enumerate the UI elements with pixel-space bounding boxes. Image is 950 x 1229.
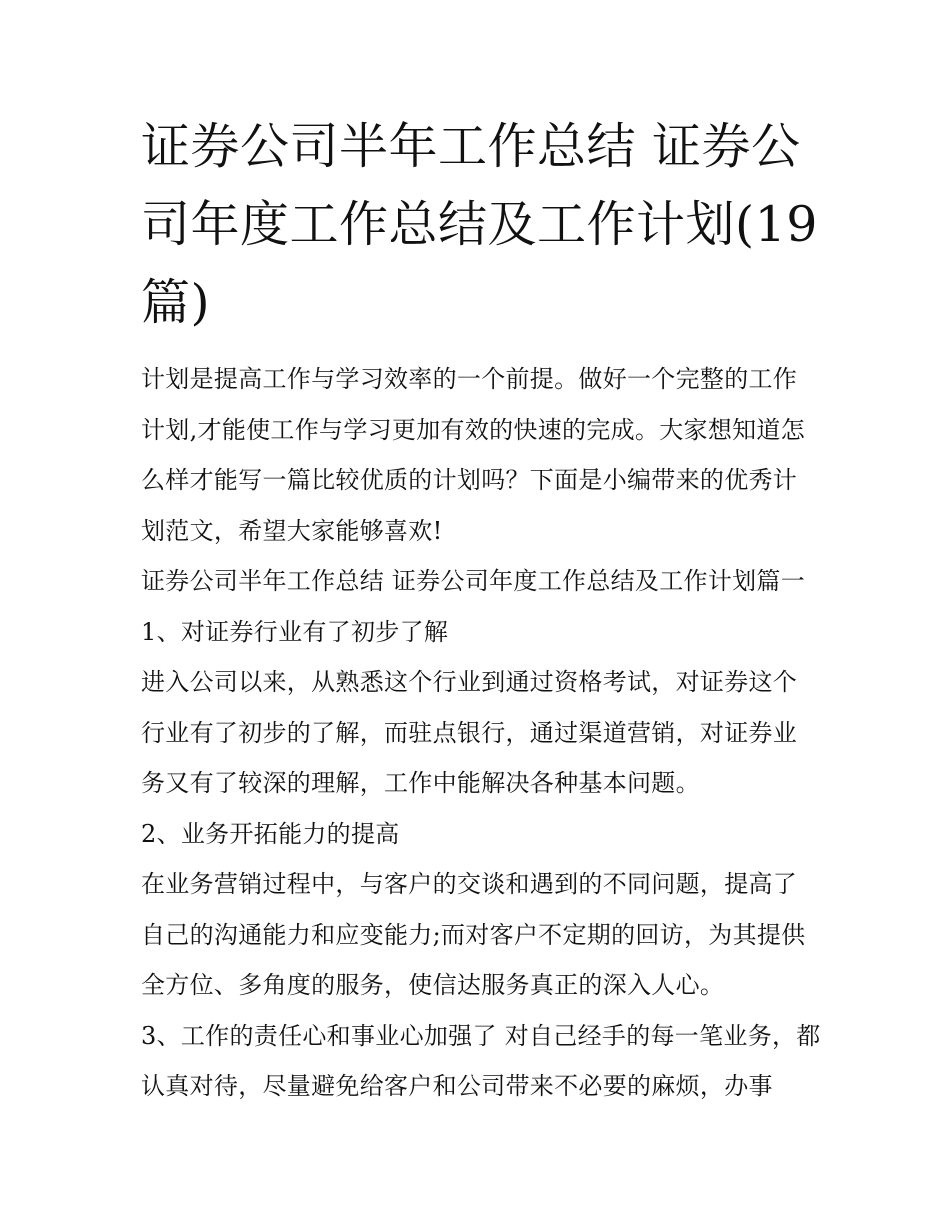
document-body (141, 354, 821, 1112)
subheading: 2、业务开拓能力的提高 (141, 819, 400, 848)
section-heading: 证券公司半年工作总结 证券公司年度工作总结及工作计划篇一 1、对证券行业有了初步了解 (141, 567, 806, 646)
document-title: 证券公司半年工作总结 证券公司年度工作总结及工作计划(19篇) (141, 118, 818, 331)
body-paragraph: 3、工作的责任心和事业心加强了 对自己经手的每一笔业务，都认真对待，尽量避免给客户和公司带来不必要的麻烦，办事 (141, 1021, 821, 1100)
document-content (141, 108, 821, 1112)
body-paragraph: 进入公司以来，从熟悉这个行业到通过资格考试，对证券这个行业有了初步的了解，而驻点银行，通过渠道营销，对证券业务又有了较深的理解，工作中能解决各种基本问题。 (141, 668, 798, 797)
intro-paragraph: 计划是提高工作与学习效率的一个前提。做好一个完整的工作计划,才能使工作与学习更加有效的快速的完成。大家想知道怎么样才能写一篇比较优质的计划吗？下面是小编带来的优秀计划范文，希望大家能够喜欢! (141, 365, 806, 545)
body-paragraph: 在业务营销过程中，与客户的交谈和遇到的不同问题，提高了自己的沟通能力和应变能力;而对客户不定期的回访，为其提供全方位、多角度的服务，使信达服务真正的深入人心。 (141, 870, 806, 999)
